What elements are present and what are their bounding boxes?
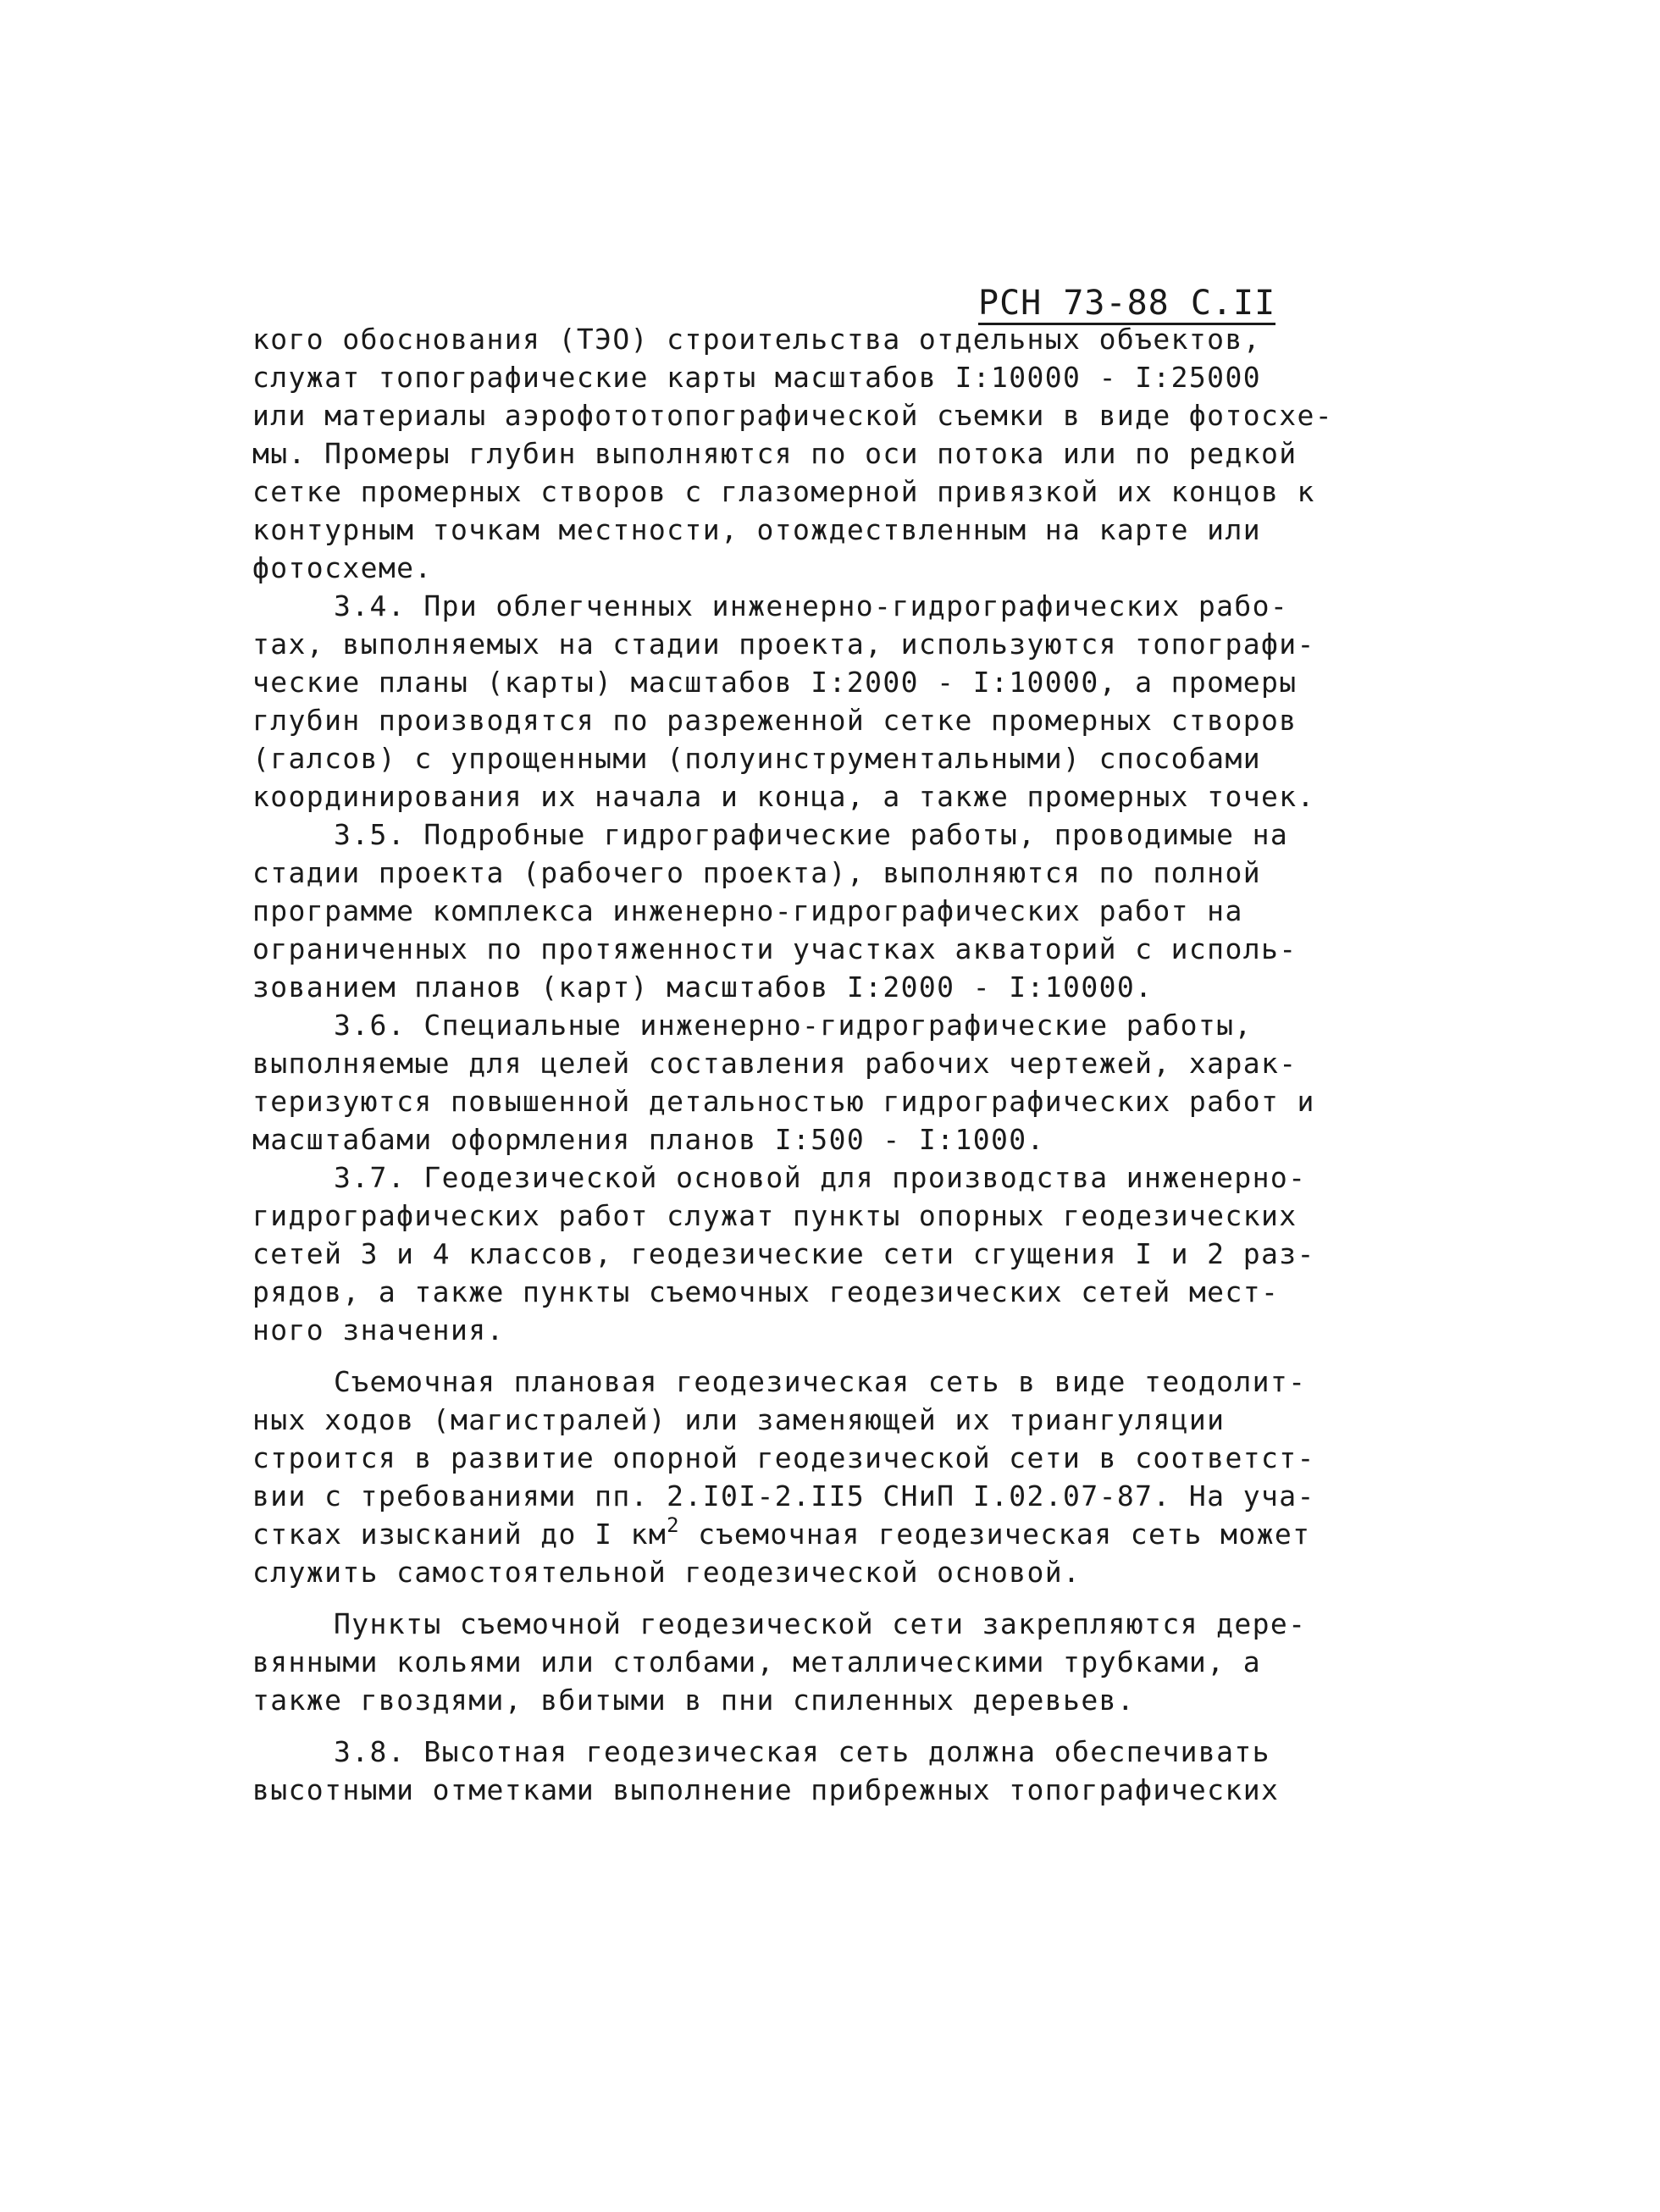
text-line: глубин производятся по разреженной сетке промерных створов	[252, 704, 1298, 737]
paragraph-gap	[252, 1349, 1201, 1363]
text-line: сетей 3 и 4 классов, геодезические сети сгущения I и 2 раз-	[252, 1237, 1315, 1270]
text-line: тах, выполняемых на стадии проекта, используются топографи-	[252, 628, 1315, 661]
paragraph-3-4-start: 3.4. При облегченных инженерно-гидрографических рабо-	[334, 589, 1289, 622]
text-line: программе комплекса инженерно-гидрографических работ на	[252, 894, 1243, 927]
text-line: выполняемые для целей составления рабочих чертежей, харак-	[252, 1047, 1298, 1080]
text-fragment: съемочная геодезическая сеть может	[680, 1518, 1311, 1551]
text-line: зованием планов (карт) масштабов I:2000 - I:10000.	[252, 971, 1154, 1004]
text-line: ческие планы (карты) масштабов I:2000 - I:10000, а промеры	[252, 666, 1298, 699]
text-line: также гвоздями, вбитыми в пни спиленных деревьев.	[252, 1684, 1136, 1717]
text-line: служат топографические карты масштабов I:10000 - I:25000	[252, 361, 1261, 394]
text-line: контурным точкам местности, отождествленным на карте или	[252, 513, 1261, 546]
text-line: фотосхеме.	[252, 551, 433, 584]
paragraph-3-6-start: 3.6. Специальные инженерно-гидрографические работы,	[334, 1009, 1253, 1042]
text-line: рядов, а также пункты съемочных геодезических сетей мест-	[252, 1275, 1280, 1308]
paragraph-3-7-start: 3.7. Геодезической основой для производства инженерно-	[334, 1161, 1307, 1194]
text-line: сетке промерных створов с глазомерной привязкой их концов к	[252, 475, 1315, 508]
text-fragment: стках изысканий до I км	[252, 1518, 667, 1551]
paragraph-gap	[252, 1719, 1201, 1733]
text-line: (галсов) с упрощенными (полуинструментальными) способами	[252, 742, 1261, 775]
text-line: масштабами оформления планов I:500 - I:1000.	[252, 1123, 1045, 1156]
paragraph-points-start: Пункты съемочной геодезической сети закрепляются дере-	[334, 1607, 1307, 1640]
text-line: координирования их начала и конца, а также промерных точек.	[252, 780, 1315, 813]
text-line: строится в развитие опорной геодезической сети в соответст-	[252, 1441, 1315, 1474]
text-line: стадии проекта (рабочего проекта), выполняются по полной	[252, 856, 1261, 889]
text-line: теризуются повышенной детальностью гидрографических работ и	[252, 1085, 1315, 1118]
page-reference: РСН 73-88 С.II	[978, 284, 1275, 325]
text-line: вянными кольями или столбами, металлическими трубками, а	[252, 1645, 1261, 1678]
superscript-two: 2	[667, 1513, 681, 1537]
text-line: служить самостоятельной геодезической основой.	[252, 1556, 1082, 1589]
text-line: ных ходов (магистралей) или заменяющей их триангуляции	[252, 1403, 1226, 1436]
paragraph-survey-network-start: Съемочная плановая геодезическая сеть в виде теодолит-	[334, 1365, 1307, 1398]
text-line: гидрографических работ служат пункты опорных геодезических	[252, 1199, 1298, 1232]
paragraph-gap	[252, 1591, 1201, 1605]
paragraph-3-5-start: 3.5. Подробные гидрографические работы, проводимые на	[334, 818, 1289, 851]
text-line: ного значения.	[252, 1313, 505, 1347]
text-line: вии с требованиями пп. 2.I0I-2.II5 СНиП I.02.07-87. На уча-	[252, 1479, 1315, 1512]
text-line: высотными отметками выполнение прибрежных топографических	[252, 1773, 1280, 1806]
text-line: мы. Промеры глубин выполняются по оси потока или по редкой	[252, 437, 1298, 470]
text-line-with-superscript	[252, 1513, 1311, 1553]
text-line: кого обоснования (ТЭО) строительства отдельных объектов,	[252, 323, 1261, 356]
body-text	[252, 320, 1334, 1809]
text-line: или материалы аэрофототопографической съемки в виде фотосхе-	[252, 399, 1334, 432]
text-line: ограниченных по протяженности участках акваторий с исполь-	[252, 932, 1298, 965]
paragraph-3-8-start: 3.8. Высотная геодезическая сеть должна обеспечивать	[334, 1735, 1270, 1768]
